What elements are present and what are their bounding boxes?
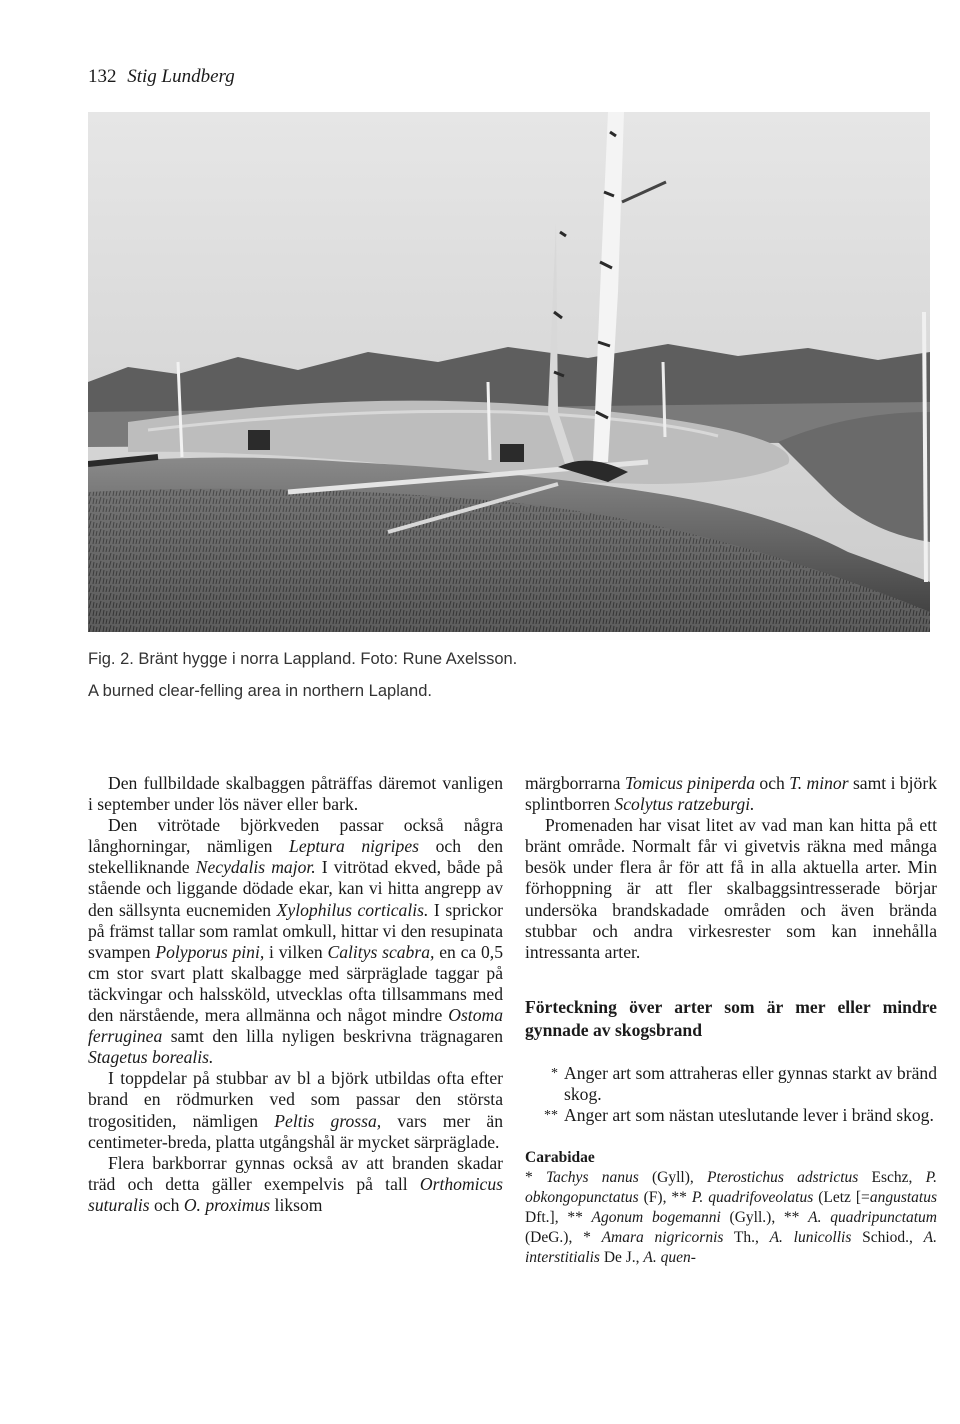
left-text-column [88, 773, 503, 1216]
figure-photo [88, 112, 930, 632]
legend [525, 1063, 937, 1126]
paragraph: I toppdelar på stubbar av bl a björk utbildas ofta efter brand en rödmurken ved som passar den största trogositiden, nämligen Peltis grossa, vars mer än centimeter-breda, platta utgångshål är mycket särpräglade. [88, 1068, 503, 1152]
legend-text: Anger art som attraheras eller gynnas starkt av bränd skog. [564, 1062, 937, 1104]
running-header [88, 66, 235, 88]
paragraph: Promenaden har visat litet av vad man kan hitta på ett bränt område. Normalt får vi givetvis räkna med många besök under flera år för att få in alla aktuella arter. Min förhoppning är att fler skalbaggsintresserade börjar undersöka brandskadade områden och även brända stubbar och andra virkesrester som kan innehålla intressanta arter. [525, 815, 937, 962]
burned-clearing-photo [88, 112, 930, 632]
page-number: 132 [88, 66, 117, 87]
paragraph: Flera barkborrar gynnas också av att branden skadar träd och detta gäller exempelvis på tall Orthomicus suturalis och O. proximus liksom [88, 1152, 503, 1215]
running-author: Stig Lundberg [127, 66, 235, 87]
family-heading: Carabidae [525, 1149, 595, 1167]
asterisk-mark: * [551, 1065, 558, 1081]
figure-caption-swedish: Fig. 2. Bränt hygge i norra Lappland. Foto: Rune Axelsson. [88, 650, 518, 668]
legend-text: Anger art som nästan uteslutande lever i bränd skog. [564, 1105, 934, 1126]
right-text-column [525, 773, 937, 1268]
legend-item [525, 1063, 937, 1105]
paragraph: Den fullbildade skalbaggen påträffas däremot vanligen i september under lös näver eller bark. [88, 773, 503, 815]
figure-caption-english: A burned clear-felling area in northern Lapland. [88, 682, 432, 700]
species-list: * Tachys nanus (Gyll), Pterostichus adstrictus Eschz, P. obkongopunctatus (F), ** P. quadrifoveolatus (Letz [=angustatus Dft.], ** Agonum bogemanni (Gyll.), ** A. quadripunctatum (DeG.), * Amara nigricornis Th., A. lunicollis Schiod., A. interstitialis De J., A. quen- [525, 1169, 938, 1267]
paragraph: Den vitrötade björkveden passar också några långhorningar, nämligen Leptura nigripes och den stekelliknande Necydalis major. I vitrötad ekved, både på stående och liggande dödade ekar, kan vi hitta angrepp av den sällsynta eucnemiden Xylophilus corticalis. I sprickor på främst tallar som ramlat omkull, hittar vi den resupinata svampen Polyporus pini, i vilken Calitys scabra, en ca 0,5 cm stor svart platt skalbagge med särpräglade taggar på täckvingar och halssköld, utvecklas ofta tillsammans med den närstående, mera allmänna och något mindre Ostoma ferruginea samt den lilla nyligen beskrivna trägnagaren Stagetus borealis. [88, 815, 504, 1068]
section-title: Förteckning över arter som är mer eller mindre gynnade av skogsbrand [525, 996, 937, 1040]
legend-item [525, 1105, 937, 1126]
double-asterisk-mark: ** [544, 1108, 558, 1124]
paragraph: märgborrarna Tomicus piniperda och T. minor samt i björk splintborren Scolytus ratzeburgi. [525, 773, 938, 815]
